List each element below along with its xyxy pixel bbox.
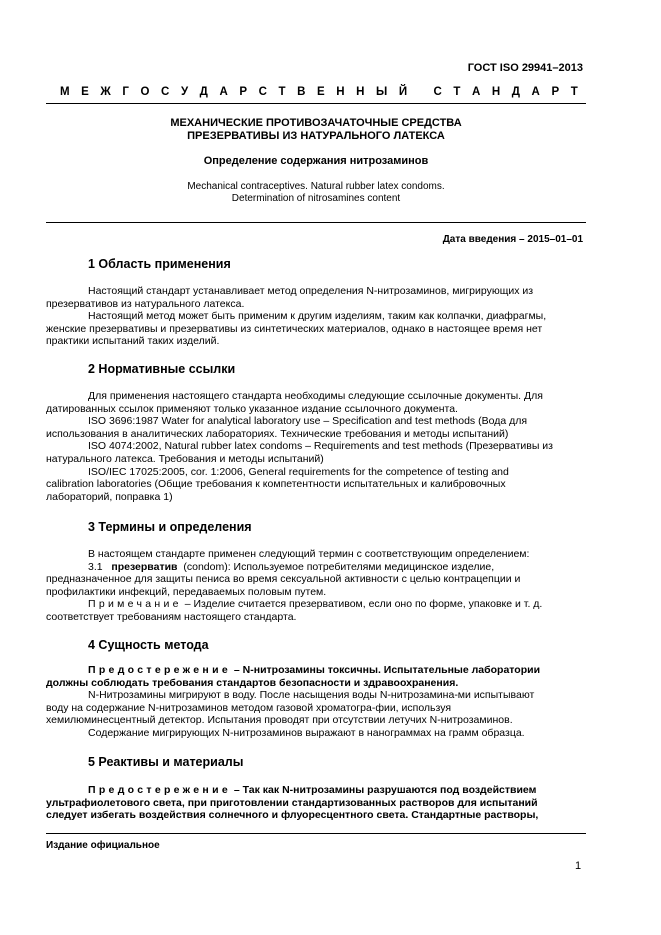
section-1-heading: 1 Область применения (88, 257, 231, 271)
section-2-heading: 2 Нормативные ссылки (88, 362, 236, 376)
banner-letter: Е (81, 86, 89, 98)
line: профилактики инфекций, передаваемых половым путем. (46, 585, 327, 598)
line: воду на содержание N-нитрозаминов методом газовой хроматогра-фии, используя (46, 701, 452, 714)
line: женские презервативы и презервативы из синтетических материалов, однако в настоящее время нет (46, 322, 543, 335)
banner-letter: Т (453, 86, 461, 98)
interstate-standard-banner (60, 86, 578, 98)
header-rule (46, 103, 586, 104)
english-title-line-2: Determination of nitrosamines content (231, 193, 401, 204)
title-rule (46, 222, 586, 223)
line: практики испытаний таких изделий. (46, 335, 220, 348)
warning-text: – N-нитрозамины токсичны. Испытательные лаборатории (230, 664, 541, 676)
english-title (46, 181, 586, 205)
line: N-Нитрозамины мигрируют в воду. После насыщения воды N-нитрозамина-ми испытывают (88, 689, 535, 702)
banner-letter: Р (239, 86, 248, 98)
banner-letter: Ы (376, 86, 388, 98)
note-text: – Изделие считается презервативом, если оно по форме, упаковке и т. д. (181, 598, 543, 611)
banner-letter: С (161, 86, 170, 98)
banner-letter: В (297, 86, 306, 98)
banner-letter: А (531, 86, 540, 98)
section-4-heading: 4 Сущность метода (88, 638, 209, 652)
line: calibration laboratories (Общие требования к компетентности испытательных и калибровочных (46, 478, 506, 491)
line: соответствует требованиям настоящего стандарта. (46, 610, 297, 623)
warning-line (88, 664, 583, 677)
line: Настоящий стандарт устанавливает метод определения N-нитрозаминов, мигрирующих из (88, 285, 534, 297)
line: Для применения настоящего стандарта необходимы следующие ссылочные документы. Для (88, 390, 543, 402)
warning-label: Предостережение (88, 784, 231, 796)
banner-letter: С (258, 86, 267, 98)
line (88, 561, 583, 574)
line: лабораторий, поправка 1) (46, 490, 173, 503)
banner-letter: Г (122, 86, 129, 98)
banner-letter: С (433, 86, 442, 98)
english-title-line-1: Mechanical contraceptives. Natural rubber latex condoms. (187, 181, 445, 192)
note-label: Примечание (88, 598, 182, 611)
warning-text: – Так как N-нитрозамины разрушаются под воздействием (230, 784, 537, 796)
section-5-text (46, 784, 583, 822)
banner-letter: Ж (100, 86, 111, 98)
banner-letter: А (219, 86, 228, 98)
warning-line (88, 784, 583, 797)
section-3-heading: 3 Термины и определения (88, 520, 252, 534)
term-definition: (condom): Используемое потребителями медицинское изделие, (183, 560, 495, 573)
section-3-text (46, 548, 583, 624)
line: хемилюминесцентный детектор. Испытания проводят при отсутствии летучих N-нитрозаминов. (46, 714, 513, 727)
standard-code: ГОСТ ISO 29941–2013 (467, 62, 583, 74)
document-subtitle: Определение содержания нитрозаминов (203, 155, 429, 167)
line: В настоящем стандарте применен следующий термин с соответствующим определением: (88, 548, 530, 560)
section-5-heading: 5 Реактивы и материалы (88, 755, 244, 769)
banner-letter: Н (491, 86, 501, 98)
line: датированных ссылок применяют только указанное издание ссылочного документа. (46, 402, 458, 415)
banner-letter: Д (511, 86, 520, 98)
official-edition-label: Издание официальное (46, 840, 160, 851)
banner-letter: У (180, 86, 189, 98)
title-line-2: ПРЕЗЕРВАТИВЫ ИЗ НАТУРАЛЬНОГО ЛАТЕКСА (187, 130, 445, 142)
line: предназначенное для защиты пениса во время сексуальной активности с целью контрацепции и (46, 573, 521, 586)
line: использования в аналитических лабораториях. Технические требования и методы испытаний) (46, 427, 509, 440)
line: натурального латекса. Требования и методы испытаний) (46, 452, 324, 465)
section-2-text (46, 390, 583, 503)
line: презервативов из натурального латекса. (46, 297, 245, 310)
banner-letter: Т (570, 86, 578, 98)
banner-letter: Н (356, 86, 365, 98)
line: должны соблюдать требования стандартов безопасности и здравоохранения. (46, 676, 459, 689)
line: Настоящий метод может быть применим к другим изделиям, таким как колпачки, диафрагмы, (88, 310, 547, 323)
introduction-date: Дата введения – 2015–01–01 (442, 234, 583, 245)
banner-letter: Д (199, 86, 208, 98)
document-title (46, 117, 586, 143)
line: ISO 4074:2002, Natural rubber latex condoms – Requirements and test methods (Презервативы из (88, 440, 553, 453)
warning-label: Предостережение (88, 664, 231, 676)
banner-letter: М (60, 86, 70, 98)
line (88, 598, 583, 611)
section-1-text (46, 285, 583, 348)
banner-letter: Т (278, 86, 286, 98)
banner-letter: О (140, 86, 150, 98)
banner-letter: Р (551, 86, 560, 98)
term-number: 3.1 (88, 560, 103, 573)
banner-letter: Й (398, 86, 408, 98)
line: ультрафиолетового света, при приготовлении стандартизованных растворов для испытаний (46, 796, 538, 809)
line: Содержание мигрирующих N-нитрозаминов выражают в нанограммах на грамм образца. (88, 726, 525, 739)
footer-rule (46, 833, 586, 834)
banner-letter: Н (336, 86, 345, 98)
page-number: 1 (575, 860, 582, 872)
banner-letter (419, 86, 422, 98)
section-4-text (46, 664, 583, 740)
line: ISO/IEC 17025:2005, cor. 1:2006, General requirements for the competence of testing and (88, 465, 509, 478)
line: следует избегать воздействия солнечного и флуоресцентного света. Стандартные растворы, (46, 809, 539, 822)
banner-letter: А (471, 86, 481, 98)
banner-letter: Е (316, 86, 325, 98)
title-line-1: МЕХАНИЧЕСКИЕ ПРОТИВОЗАЧАТОЧНЫЕ СРЕДСТВА (170, 117, 462, 129)
term-name: презерватив (111, 560, 178, 573)
line: ISO 3696:1987 Water for analytical laboratory use – Specification and test methods (Вода для (88, 415, 528, 428)
